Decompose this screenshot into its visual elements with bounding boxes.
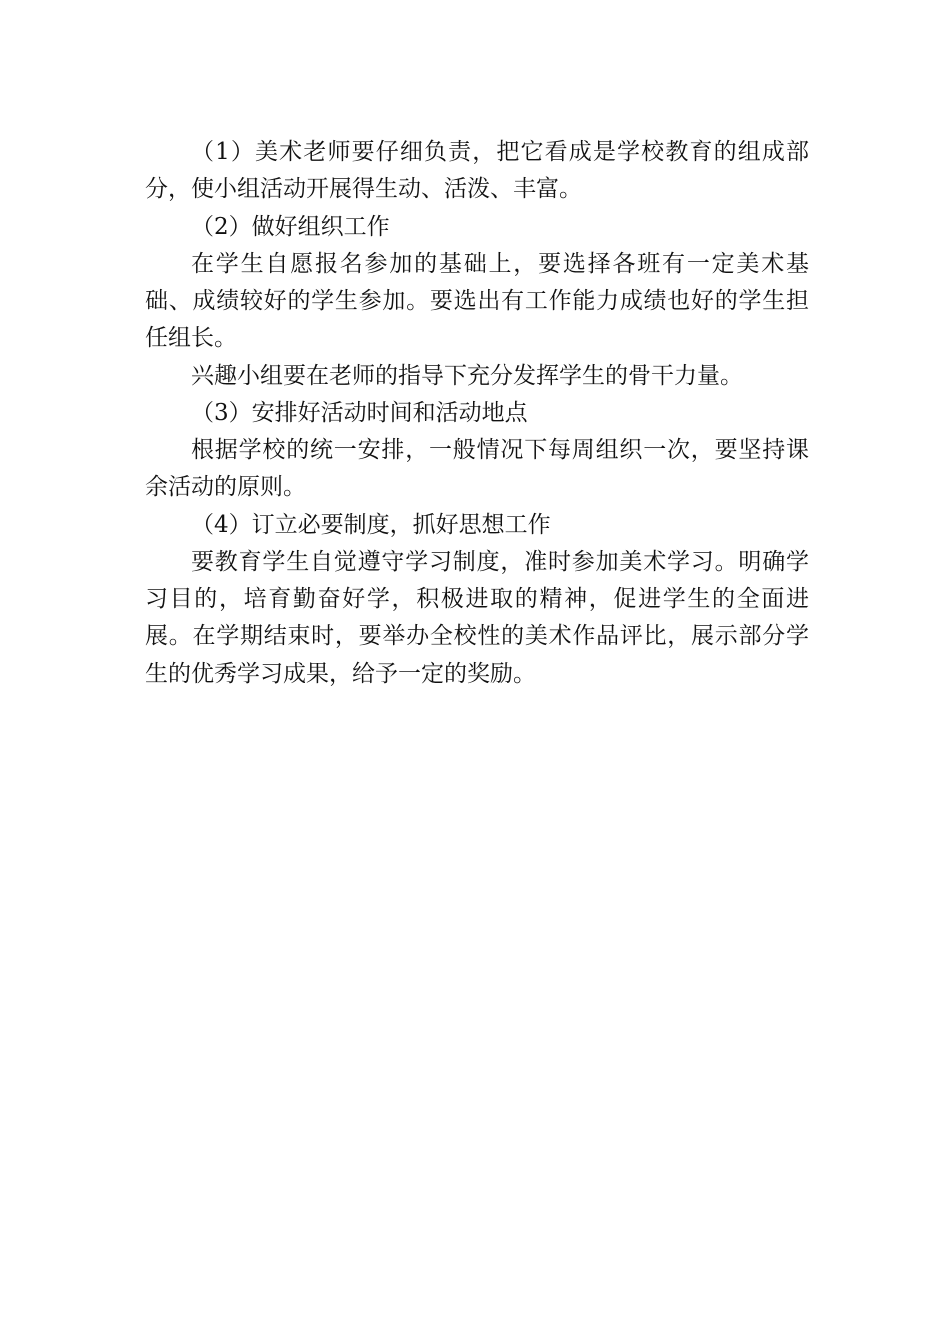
section-heading-2: （2）做好组织工作 xyxy=(191,213,390,240)
section-heading-4: （4）订立必要制度，抓好思想工作 xyxy=(191,511,551,538)
paragraph-8: 要教育学生自觉遵守学习制度，准时参加美术学习。明确学习目的，培育勤奋好学，积极进取的精神，促进学生的全面进展。在学期结束时，要举办全校性的美术作品评比，展示部分学生的优秀学习成果，给予一定的奖励。 xyxy=(145,548,809,687)
paragraph-1: （1）美术老师要仔细负责，把它看成是学校教育的组成部分，使小组活动开展得生动、活泼、丰富。 xyxy=(145,139,809,203)
document-body xyxy=(145,134,809,693)
paragraph-3: 在学生自愿报名参加的基础上，要选择各班有一定美术基础、成绩较好的学生参加。要选出有工作能力成绩也好的学生担任组长。 xyxy=(145,250,809,352)
paragraph-6: 根据学校的统一安排，一般情况下每周组织一次，要坚持课余活动的原则。 xyxy=(145,437,809,501)
paragraph-4: 兴趣小组要在老师的指导下充分发挥学生的骨干力量。 xyxy=(191,362,743,389)
section-heading-3: （3）安排好活动时间和活动地点 xyxy=(191,399,528,426)
